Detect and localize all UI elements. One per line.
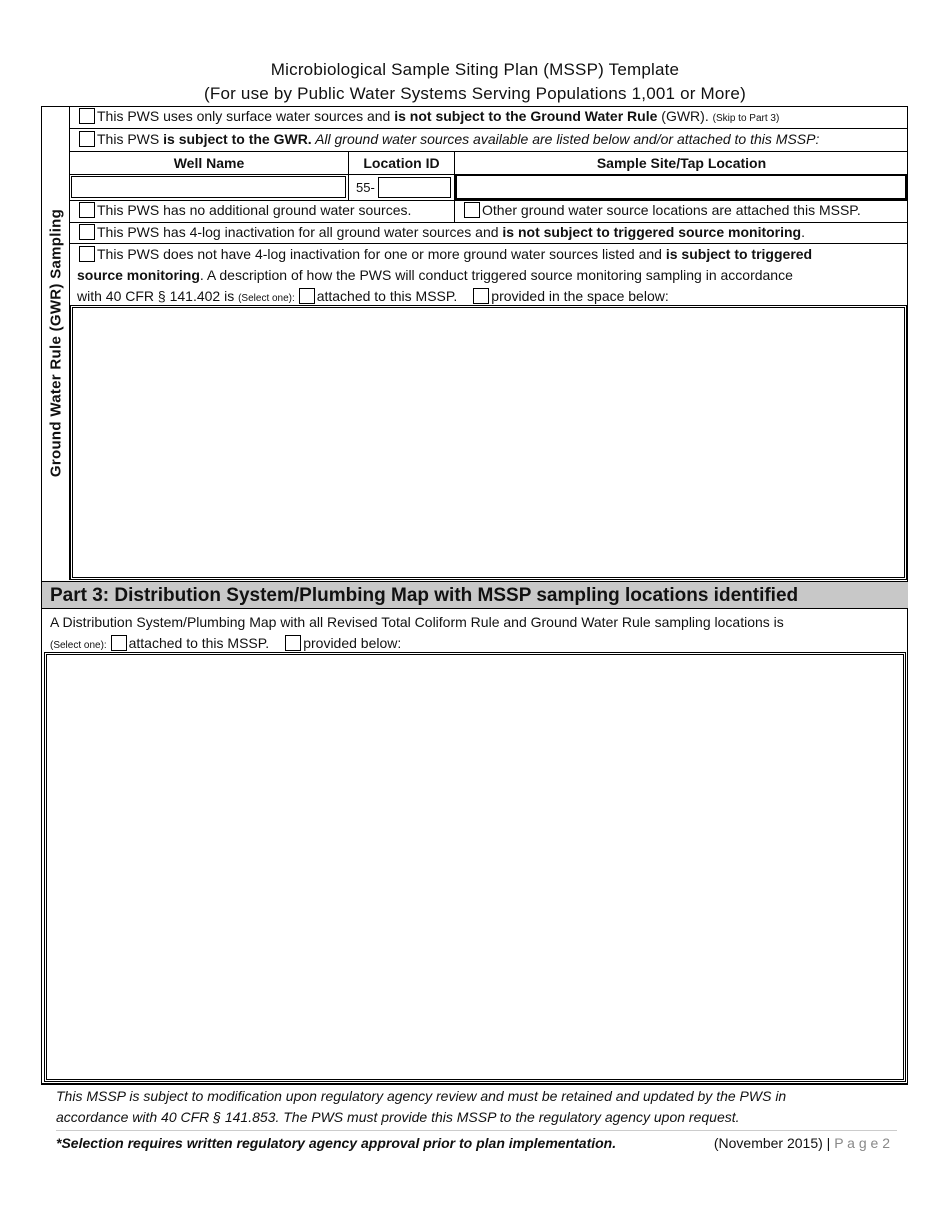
row-divider <box>70 151 908 152</box>
gwr-row-4log-all: This PWS has 4-log inactivation for all ground water sources and is not subject to triggered source monitoring. <box>70 223 908 242</box>
footer-divider <box>56 1130 897 1131</box>
gwr-row-other-attached: Other ground water source locations are attached this MSSP. <box>464 201 908 220</box>
4log-none-checkbox[interactable] <box>79 246 95 262</box>
page-number: P a g e 2 <box>834 1135 890 1151</box>
page-footer <box>714 1133 890 1154</box>
footer-note-line1: This MSSP is subject to modification upon regulatory agency review and must be retained and updated by the PWS in <box>56 1088 787 1104</box>
gwr-row-subject: This PWS is subject to the GWR. All ground water sources available are listed below and/or attached to this MSSP: <box>70 130 908 149</box>
part3-heading: Part 3: Distribution System/Plumbing Map with MSSP sampling locations identified <box>42 581 908 609</box>
surface-only-checkbox[interactable] <box>79 108 95 124</box>
page-title: Microbiological Sample Siting Plan (MSSP) Template <box>270 60 680 79</box>
footer-date: (November 2015) | <box>713 1135 831 1151</box>
location-id-prefix: 55- <box>356 180 375 195</box>
tsm-attached-checkbox[interactable] <box>299 288 315 304</box>
map-attached-checkbox[interactable] <box>111 635 127 651</box>
tsm-provided-checkbox[interactable] <box>473 288 489 304</box>
col-header-sample-site: Sample Site/Tap Location <box>596 155 767 171</box>
footer-note-line2: accordance with 40 CFR § 141.853. The PWS must provide this MSSP to the regulatory agency upon request. <box>56 1109 740 1125</box>
location-id-input[interactable] <box>378 177 451 198</box>
4log-all-checkbox[interactable] <box>79 224 95 240</box>
col-header-well-name: Well Name <box>173 155 245 171</box>
other-attached-checkbox[interactable] <box>464 202 480 218</box>
distribution-map-area[interactable] <box>46 654 904 1080</box>
selection-note: *Selection requires written regulatory agency approval prior to plan implementation. <box>56 1135 617 1151</box>
col-header-location-id: Location ID <box>363 155 440 171</box>
frame-bottom-border <box>41 1083 908 1085</box>
map-provided-checkbox[interactable] <box>285 635 301 651</box>
page-subtitle: (For use by Public Water Systems Serving Populations 1,001 or More) <box>204 84 746 103</box>
gwr-row-surface-only: This PWS uses only surface water sources and is not subject to the Ground Water Rule (GWR). (Skip to Part 3) <box>70 107 908 128</box>
subject-gwr-checkbox[interactable] <box>79 131 95 147</box>
part3-description: A Distribution System/Plumbing Map with all Revised Total Coliform Rule and Ground Water Rule sampling locations is (Select one): attached to this MSSP. provided below: <box>50 614 784 651</box>
gwr-side-label: Ground Water Rule (GWR) Sampling <box>47 208 65 478</box>
sample-site-input[interactable] <box>456 175 906 199</box>
col-divider <box>348 151 349 201</box>
row-divider <box>70 128 908 129</box>
well-name-input[interactable] <box>71 176 346 198</box>
no-additional-checkbox[interactable] <box>79 202 95 218</box>
tsm-description-area[interactable] <box>72 307 905 578</box>
gwr-row-additional: This PWS has no additional ground water sources. <box>70 201 908 220</box>
gwr-row-4log-none: This PWS does not have 4-log inactivation for one or more ground water sources listed and is subject to triggered source monitoring. A description of how the PWS will conduct triggered source monitoring sampling in accordance with 40 CFR § 141.402 is (Select one): attached to this MSSP. provided in the space below: <box>77 246 813 304</box>
